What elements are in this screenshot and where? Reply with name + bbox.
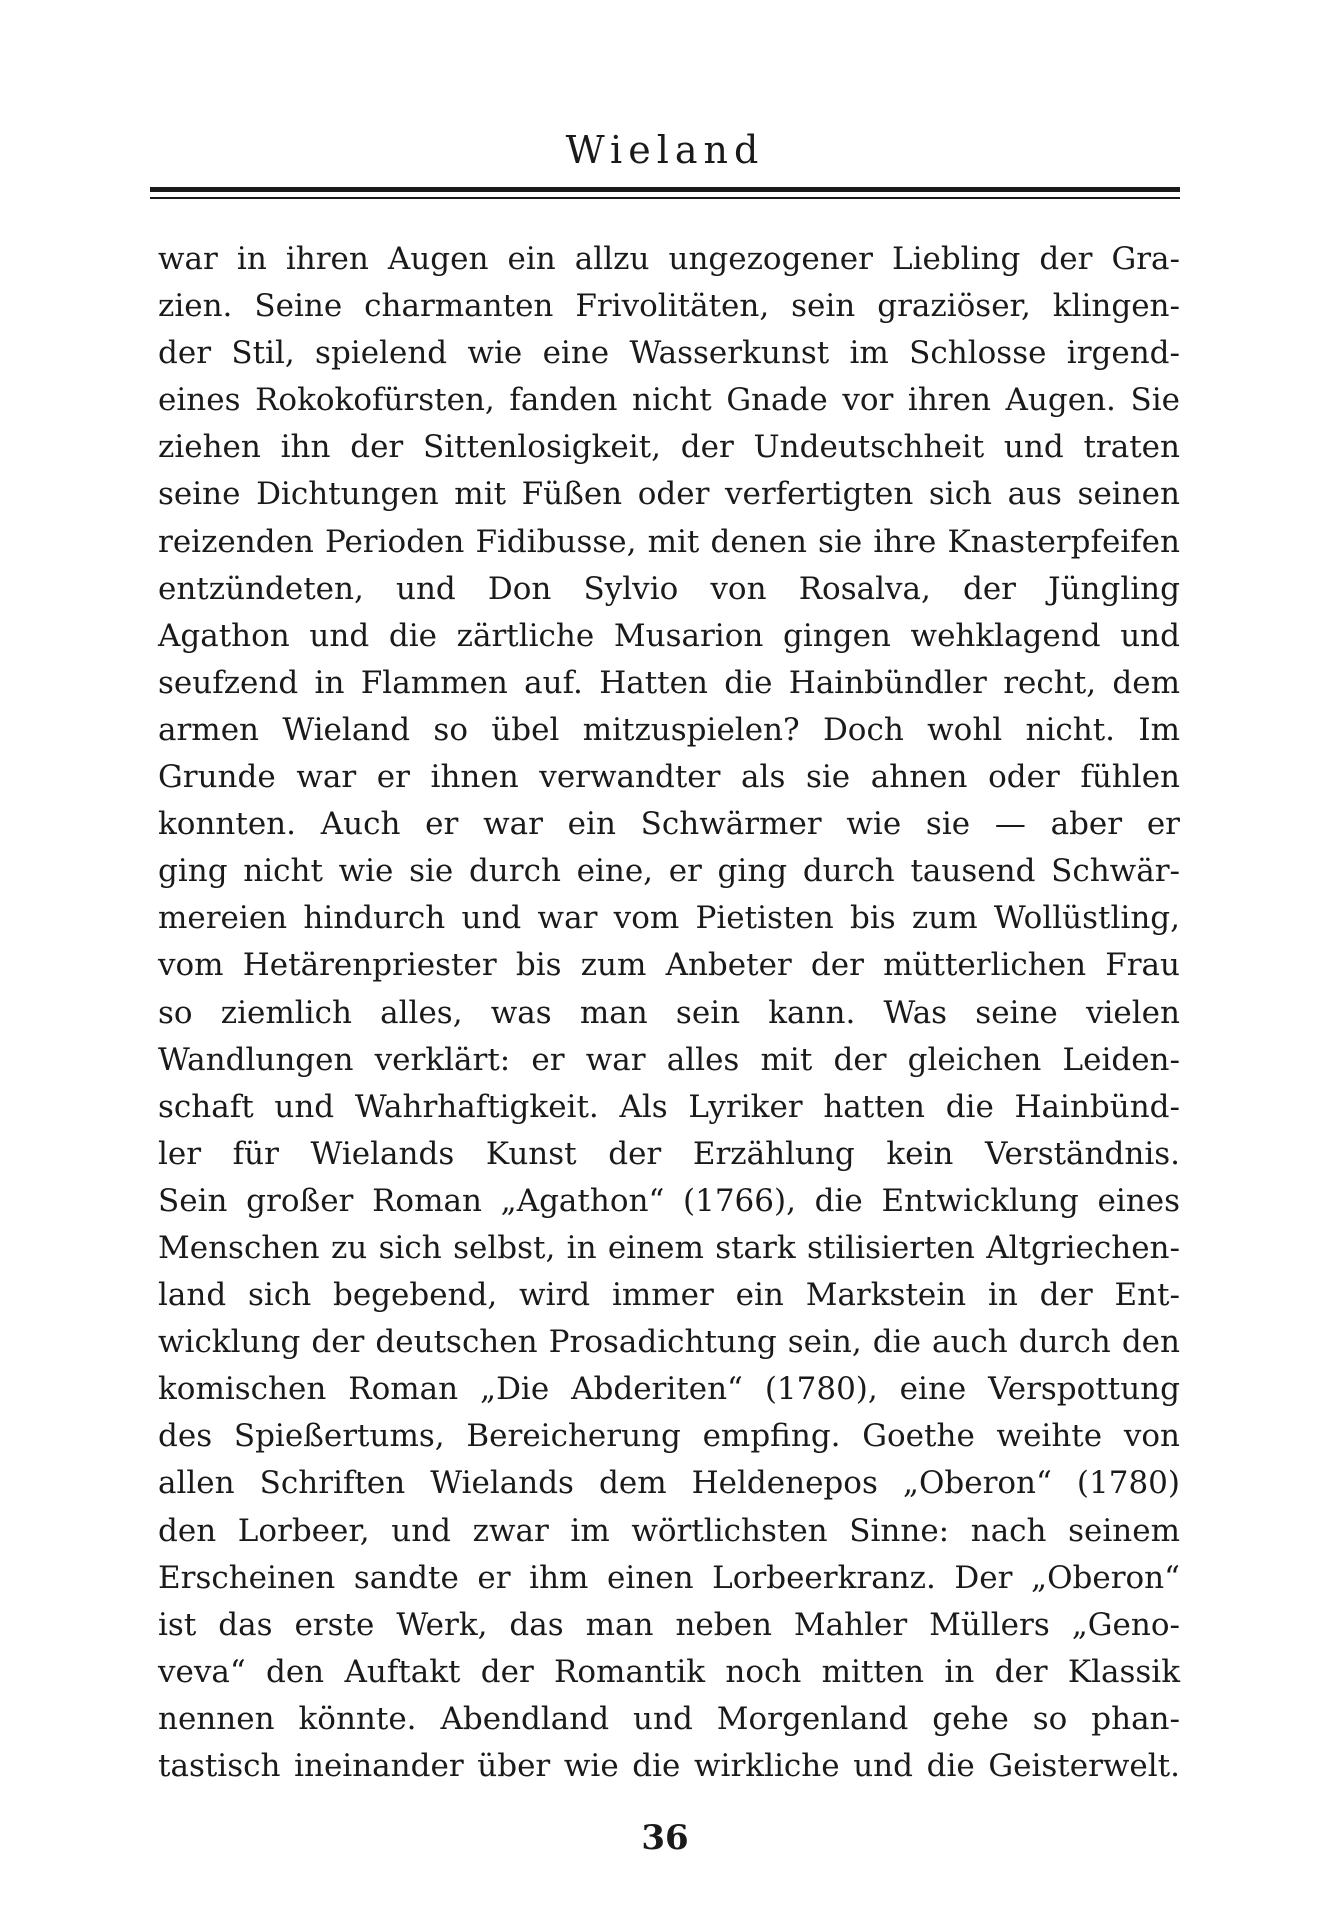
text-line: Agathon und die zärtliche Musarion gingen wehklagend und: [158, 617, 1180, 654]
text-line: des Spießertums, Bereicherung empfing. Goethe weihte von: [158, 1418, 1180, 1455]
text-line: tastisch ineinander über wie die wirkliche und die Geisterwelt.: [158, 1748, 1180, 1784]
text-line: schaft und Wahrhaftigkeit. Als Lyriker hatten die Hainbünd-: [158, 1088, 1180, 1125]
page-number: 36: [641, 1818, 689, 1858]
text-line: ler für Wielands Kunst der Erzählung kein Verständnis.: [158, 1135, 1180, 1172]
text-line: ist das erste Werk, das man neben Mahler Müllers „Geno-: [158, 1606, 1180, 1643]
text-line: Sein großer Roman „Agathon“ (1766), die Entwicklung eines: [158, 1182, 1180, 1219]
text-line: vom Hetärenpriester bis zum Anbeter der mütterlichen Frau: [158, 947, 1180, 984]
header-rule-thin: [150, 197, 1180, 199]
text-line: komischen Roman „Die Abderiten“ (1780), eine Verspottung: [158, 1371, 1180, 1408]
text-line: entzündeten, und Don Sylvio von Rosalva, der Jüngling: [158, 570, 1180, 607]
text-line: konnten. Auch er war ein Schwärmer wie sie — aber er: [158, 806, 1180, 843]
text-line: war in ihren Augen ein allzu ungezogener Liebling der Gra-: [158, 241, 1180, 277]
body-text: [158, 236, 1180, 1790]
text-line: der Stil, spielend wie eine Wasserkunst im Schlosse irgend-: [158, 335, 1180, 372]
text-line: Erscheinen sandte er ihm einen Lorbeerkranz. Der „Oberon“: [158, 1559, 1180, 1596]
text-line: wicklung der deutschen Prosadichtung sein, die auch durch den: [158, 1324, 1180, 1361]
text-line: seufzend in Flammen auf. Hatten die Hainbündler recht, dem: [158, 664, 1180, 701]
text-line: allen Schriften Wielands dem Heldenepos „Oberon“ (1780): [158, 1465, 1180, 1502]
header-rule-thick: [150, 187, 1180, 192]
text-line: ging nicht wie sie durch eine, er ging durch tausend Schwär-: [158, 853, 1180, 890]
text-line: eines Rokokofürsten, fanden nicht Gnade vor ihren Augen. Sie: [158, 382, 1180, 419]
text-line: veva“ den Auftakt der Romantik noch mitten in der Klassik: [158, 1653, 1180, 1690]
text-line: land sich begebend, wird immer ein Markstein in der Ent-: [158, 1277, 1180, 1314]
text-line: mereien hindurch und war vom Pietisten bis zum Wollüstling,: [158, 900, 1180, 937]
text-line: Grunde war er ihnen verwandter als sie ahnen oder fühlen: [158, 759, 1180, 796]
text-line: zien. Seine charmanten Frivolitäten, sein graziöser, klingen-: [158, 288, 1180, 325]
text-line: den Lorbeer, und zwar im wörtlichsten Sinne: nach seinem: [158, 1512, 1180, 1549]
text-line: so ziemlich alles, was man sein kann. Was seine vielen: [158, 994, 1180, 1031]
text-line: seine Dichtungen mit Füßen oder verfertigten sich aus seinen: [158, 476, 1180, 513]
text-line: armen Wieland so übel mitzuspielen? Doch wohl nicht. Im: [158, 711, 1180, 748]
running-header: Wieland: [565, 128, 765, 172]
text-line: reizenden Perioden Fidibusse, mit denen sie ihre Knasterpfeifen: [158, 523, 1180, 560]
text-line: nennen könnte. Abendland und Morgenland gehe so phan-: [158, 1700, 1180, 1737]
text-line: Wandlungen verklärt: er war alles mit der gleichen Leiden-: [158, 1041, 1180, 1078]
text-line: ziehen ihn der Sittenlosigkeit, der Undeutschheit und traten: [158, 429, 1180, 466]
text-line: Menschen zu sich selbst, in einem stark stilisierten Altgriechen-: [158, 1229, 1180, 1266]
